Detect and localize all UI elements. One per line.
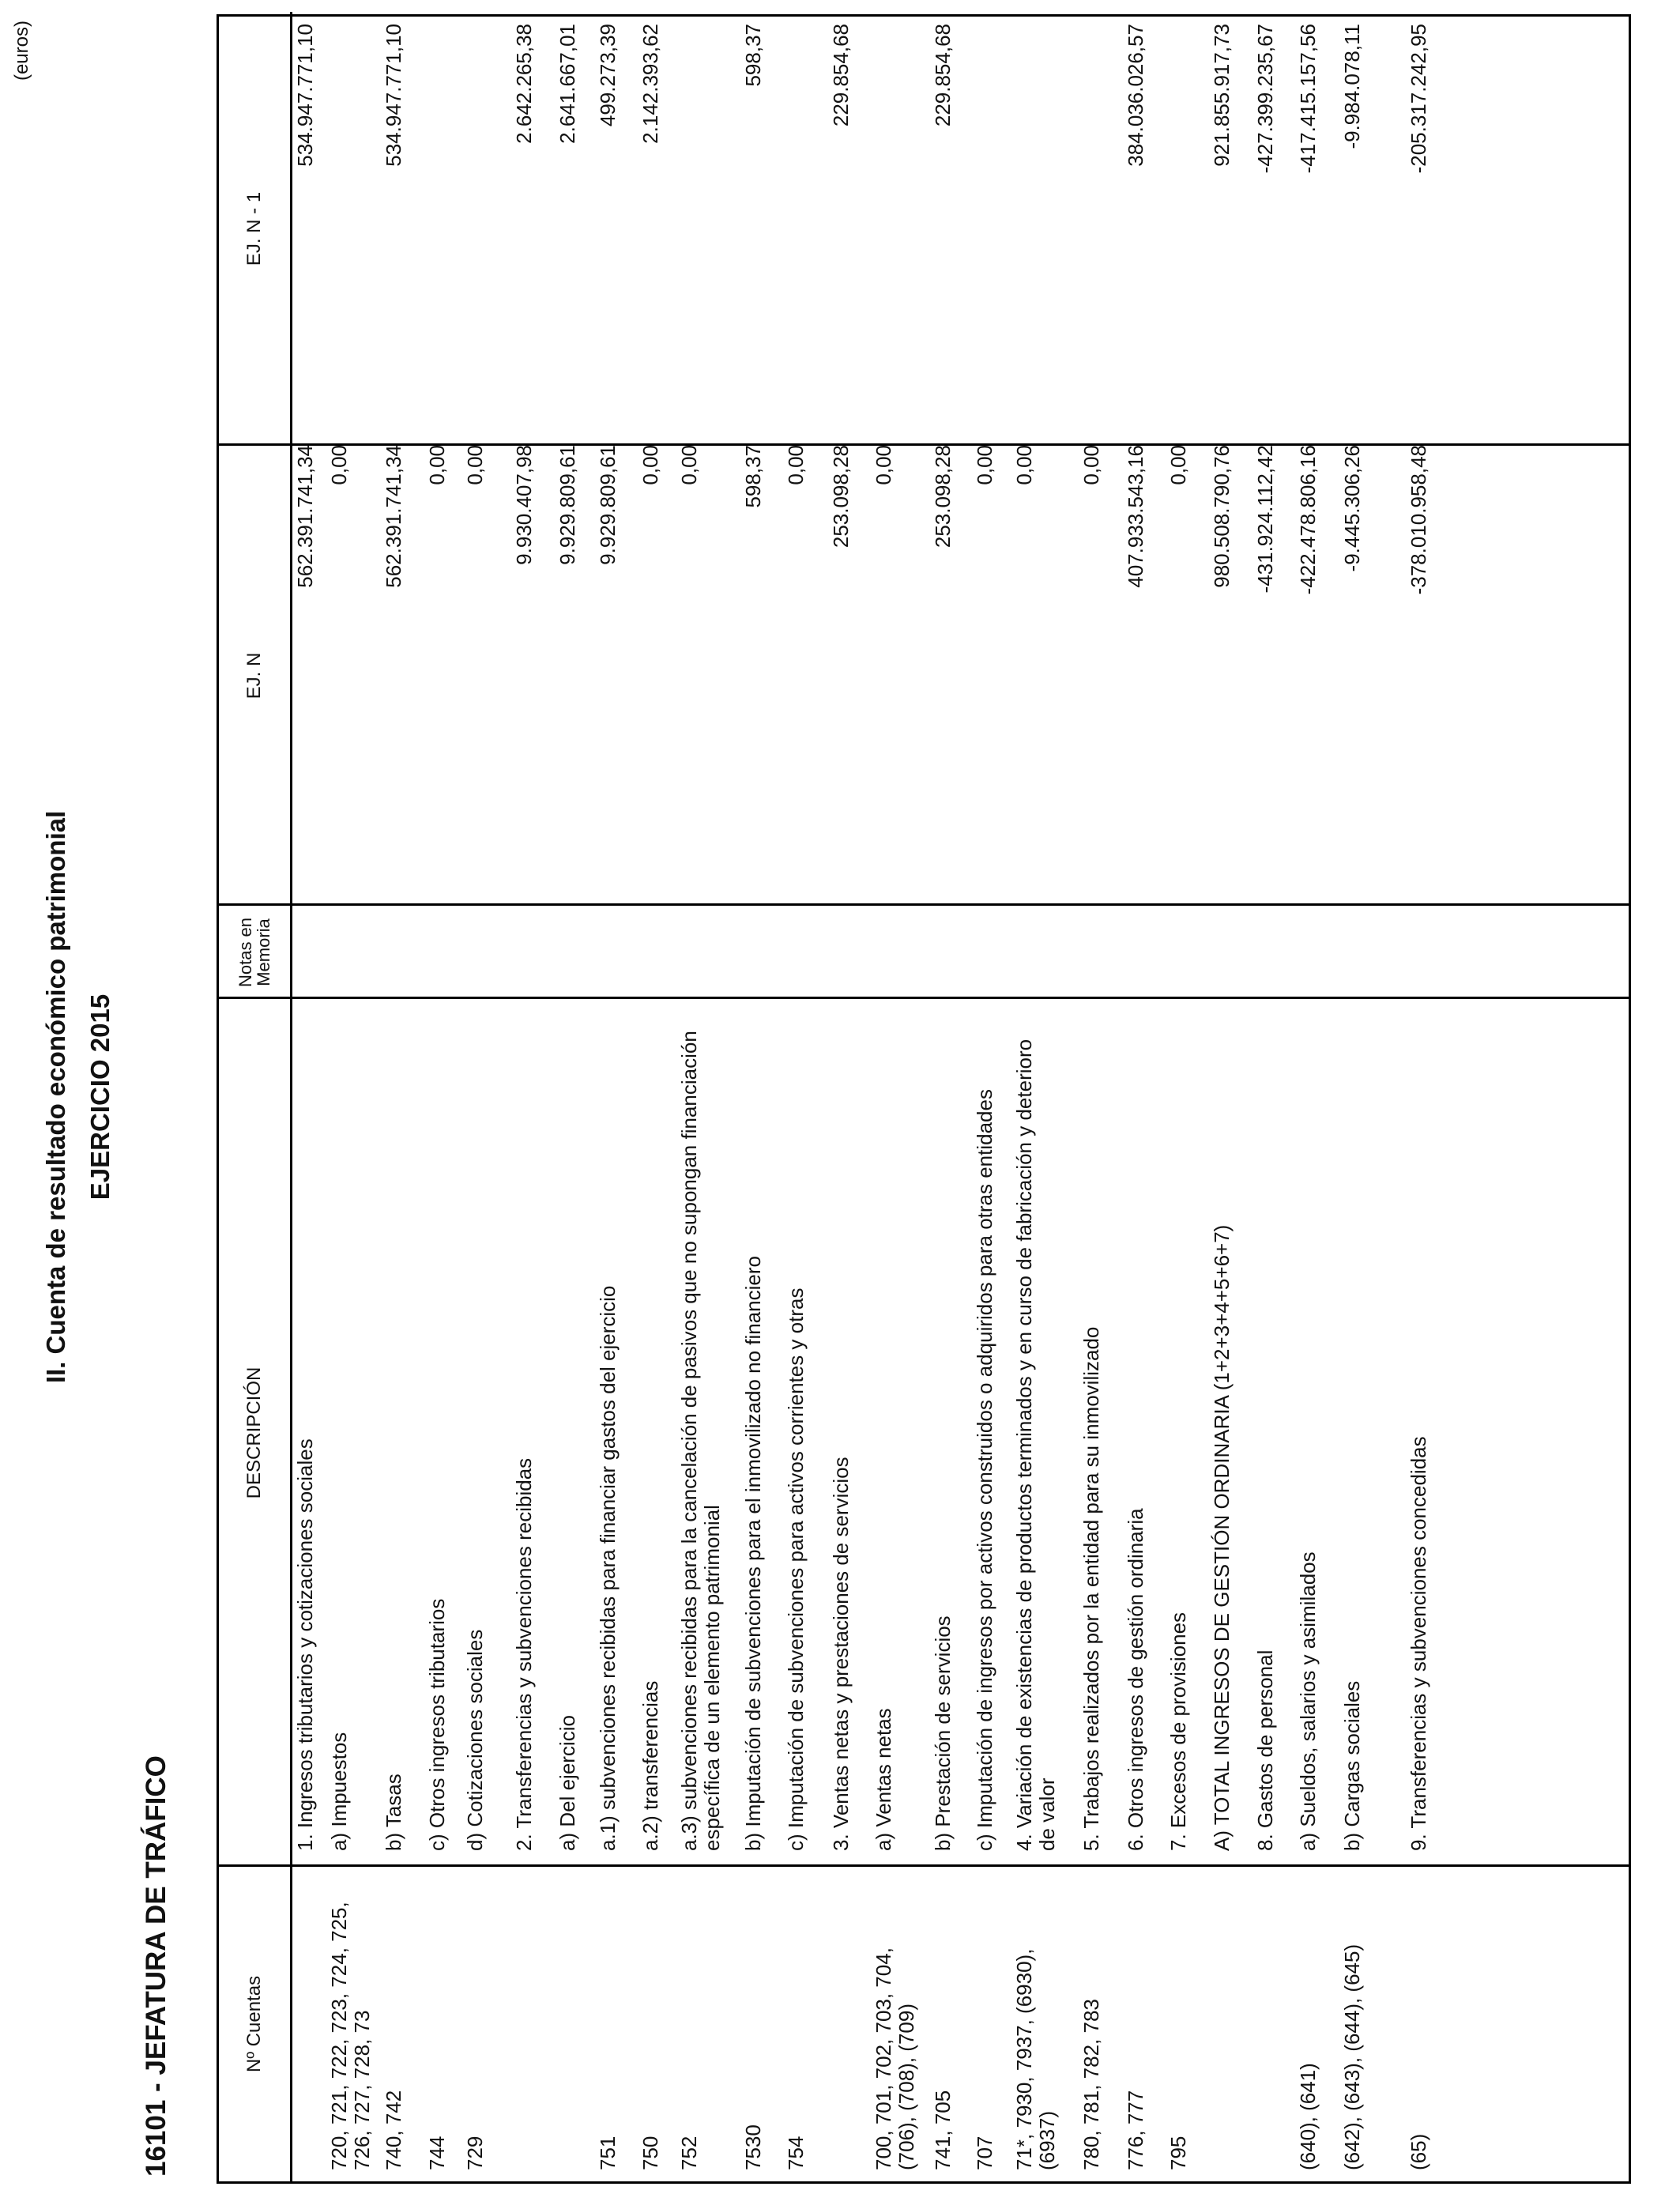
row-current-year: 0,00 <box>463 445 487 485</box>
row-current-year: 0,00 <box>425 445 449 485</box>
row-prior-year: 2.642.265,38 <box>512 24 536 144</box>
row-accounts: 7530 <box>741 2124 765 2170</box>
column-divider <box>219 1864 1629 1867</box>
row-accounts: (642), (643), (644), (645) <box>1340 1943 1364 2170</box>
row-prior-year: -9.984.078,11 <box>1340 24 1364 149</box>
row-current-year: 0,00 <box>327 445 351 485</box>
row-description: A) TOTAL INGRESOS DE GESTIÓN ORDINARIA (1+2+3+4+5+6+7) <box>1210 1224 1234 1851</box>
row-description: b) Cargas sociales <box>1340 1680 1364 1851</box>
row-current-year: 9.930.407,98 <box>512 445 536 565</box>
row-current-year: 562.391.741,34 <box>293 445 317 588</box>
row-description: b) Tasas <box>382 1774 405 1851</box>
header-prior-year: EJ. N - 1 <box>243 191 266 266</box>
header-divider <box>290 1867 292 2181</box>
row-accounts: 750 <box>638 2136 662 2170</box>
row-prior-year: -417.415.157,56 <box>1296 24 1320 174</box>
header-current-year: EJ. N <box>243 652 266 699</box>
row-prior-year: 384.036.026,57 <box>1124 24 1147 167</box>
row-description: 8. Gastos de personal <box>1253 1649 1277 1851</box>
row-current-year: -9.445.306,26 <box>1340 445 1364 572</box>
row-prior-year: 534.947.771,10 <box>382 24 405 167</box>
row-description: 3. Ventas netas y prestaciones de servicios <box>829 1457 853 1851</box>
row-current-year: 598,37 <box>741 445 765 508</box>
row-prior-year: -205.317.242,95 <box>1407 24 1430 174</box>
row-description: c) Imputación de ingresos por activos construidos o adquiridos para otras entidades <box>973 1089 996 1851</box>
row-accounts: 780, 781, 782, 783 <box>1079 1999 1103 2170</box>
row-description: 1. Ingresos tributarios y cotizaciones sociales <box>293 1438 317 1851</box>
row-accounts: (640), (641) <box>1296 2063 1320 2170</box>
row-prior-year: 598,37 <box>741 24 765 87</box>
row-current-year: 253.098,28 <box>829 445 853 548</box>
row-description: a) Sueldos, salarios y asimilados <box>1296 1551 1320 1851</box>
row-accounts: 707 <box>973 2136 996 2170</box>
header-divider <box>290 446 292 906</box>
row-current-year: -431.924.112,42 <box>1253 445 1277 594</box>
row-accounts: 700, 701, 702, 703, 704, (706), (708), (709) <box>872 1947 918 2170</box>
entity-name: 16101 - JEFATURA DE TRÁFICO <box>141 1755 171 2177</box>
row-current-year: -378.010.958,48 <box>1407 445 1430 595</box>
column-divider <box>219 903 1629 906</box>
results-table <box>217 14 1631 2184</box>
row-description: 5. Trabajos realizados por la entidad para su inmovilizado <box>1079 1326 1103 1851</box>
row-description: c) Otros ingresos tributarios <box>425 1598 449 1851</box>
row-prior-year: 534.947.771,10 <box>293 24 317 167</box>
row-accounts: 71*, 7930, 7937, (6930), (6937) <box>1012 1948 1059 2170</box>
column-divider <box>219 997 1629 999</box>
row-current-year: 0,00 <box>638 445 662 485</box>
header-notes: Notas en Memoria <box>235 917 273 988</box>
header-divider <box>290 12 292 446</box>
header-accounts: Nº Cuentas <box>243 1975 266 2073</box>
fiscal-year-title: EJERCICIO 2015 <box>85 993 115 1201</box>
row-description: b) Imputación de subvenciones para el inmovilizado no financiero <box>741 1256 765 1851</box>
row-description: d) Cotizaciones sociales <box>463 1629 487 1851</box>
row-description: c) Imputación de subvenciones para activos corrientes y otras <box>784 1287 808 1851</box>
row-prior-year: 499.273,39 <box>596 24 620 127</box>
row-prior-year: 2.641.667,01 <box>556 24 579 144</box>
row-accounts: 741, 705 <box>931 2090 955 2170</box>
row-description: b) Prestación de servicios <box>931 1615 955 1851</box>
row-description: a.3) subvenciones recibidas para la cancelación de pasivos que no supongan financiación específica de un elemento patrimonial <box>677 1031 724 1851</box>
row-description: a) Impuestos <box>327 1732 351 1851</box>
row-prior-year: 921.855.917,73 <box>1210 24 1234 167</box>
header-divider <box>290 906 292 999</box>
row-description: a.2) transferencias <box>638 1680 662 1851</box>
row-description: 2. Transferencias y subvenciones recibidas <box>512 1457 536 1851</box>
row-accounts: (65) <box>1407 2133 1430 2170</box>
row-prior-year: 229.854,68 <box>931 24 955 127</box>
row-prior-year: -427.399.235,67 <box>1253 24 1277 174</box>
row-accounts: 720, 721, 722, 723, 724, 725, 726, 727, 728, 73 <box>327 1902 374 2170</box>
header-description: DESCRIPCIÓN <box>243 1367 266 1499</box>
row-description: 4. Variación de existencias de productos terminados y en curso de fabricación y deterioro de valor <box>1012 1039 1059 1851</box>
row-accounts: 751 <box>596 2136 620 2170</box>
row-accounts: 744 <box>425 2136 449 2170</box>
row-current-year: 0,00 <box>872 445 895 485</box>
row-accounts: 795 <box>1166 2136 1190 2170</box>
units-label: (euros) <box>11 21 32 81</box>
row-current-year: 562.391.741,34 <box>382 445 405 588</box>
row-current-year: 9.929.809,61 <box>556 445 579 565</box>
row-current-year: 0,00 <box>784 445 808 485</box>
row-current-year: 407.933.543,16 <box>1124 445 1147 588</box>
row-current-year: 980.508.790,76 <box>1210 445 1234 588</box>
row-accounts: 754 <box>784 2136 808 2170</box>
row-current-year: 0,00 <box>1012 445 1036 485</box>
row-prior-year: 229.854,68 <box>829 24 853 127</box>
row-current-year: 0,00 <box>677 445 701 485</box>
row-current-year: 0,00 <box>1166 445 1190 485</box>
row-current-year: -422.478.806,16 <box>1296 445 1320 595</box>
row-description: a) Ventas netas <box>872 1708 895 1851</box>
statement-title: II. Cuenta de resultado económico patrimonial <box>41 810 70 1384</box>
header-divider <box>290 999 292 1867</box>
row-description: a.1) subvenciones recibidas para financiar gastos del ejercicio <box>596 1285 620 1851</box>
row-accounts: 740, 742 <box>382 2090 405 2170</box>
row-description: 9. Transferencias y subvenciones concedidas <box>1407 1436 1430 1851</box>
row-current-year: 0,00 <box>973 445 996 485</box>
row-prior-year: 2.142.393,62 <box>638 24 662 144</box>
row-description: 6. Otros ingresos de gestión ordinaria <box>1124 1508 1147 1851</box>
row-accounts: 752 <box>677 2136 701 2170</box>
row-current-year: 9.929.809,61 <box>596 445 620 565</box>
row-description: a) Del ejercicio <box>556 1715 579 1851</box>
row-description: 7. Excesos de provisiones <box>1166 1612 1190 1851</box>
row-current-year: 253.098,28 <box>931 445 955 548</box>
row-accounts: 776, 777 <box>1124 2090 1147 2170</box>
row-accounts: 729 <box>463 2136 487 2170</box>
row-current-year: 0,00 <box>1079 445 1103 485</box>
